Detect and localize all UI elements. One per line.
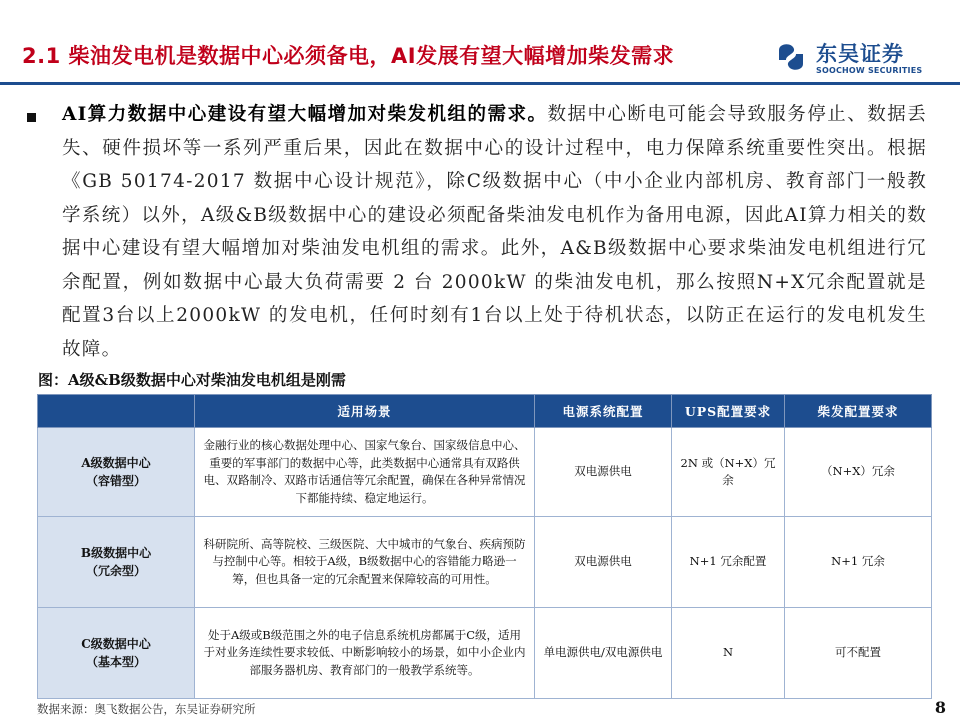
- power-cell: 单电源供电/双电源供电: [535, 608, 672, 699]
- source-note: 数据来源：奥飞数据公告，东吴证券研究所: [37, 702, 256, 716]
- diesel-cell: N+1 冗余: [785, 517, 932, 608]
- header-blank: [38, 395, 195, 428]
- scenario-cell: 科研院所、高等院校、三级医院、大中城市的气象台、疾病预防与控制中心等。相较于A级，B级数据中心的容错能力略逊一筹，但也具备一定的冗余配置来保障较高的可用性。: [195, 517, 535, 608]
- page-number: 8: [934, 698, 946, 717]
- logo-name-en: SOOCHOW SECURITIES: [816, 66, 923, 75]
- table-row: [38, 428, 932, 517]
- tier-name: C级数据中心: [81, 637, 151, 651]
- body-paragraph: [62, 98, 927, 366]
- table-header-row: [38, 395, 932, 428]
- table-row: [38, 517, 932, 608]
- scenario-cell: 处于A级或B级范围之外的电子信息系统机房都属于C级，适用于对业务连续性要求较低、中断影响较小的场景，如中小企业内部服务器机房、教育部门的一般教学系统等。: [195, 608, 535, 699]
- lead-sentence: AI算力数据中心建设有望大幅增加对柴发机组的需求。: [62, 104, 548, 125]
- soochow-logo-icon: [772, 38, 810, 76]
- tier-subtype: （基本型）: [85, 655, 146, 669]
- diesel-cell: 可不配置: [785, 608, 932, 699]
- power-cell: 双电源供电: [535, 428, 672, 517]
- header-power: 电源系统配置: [535, 395, 672, 428]
- header-diesel: 柴发配置要求: [785, 395, 932, 428]
- brand-logo: [772, 38, 942, 80]
- tier-name: B级数据中心: [80, 546, 152, 560]
- datacenter-table: [37, 394, 932, 699]
- diesel-cell: （N+X）冗余: [785, 428, 932, 517]
- tier-subtype: （冗余型）: [85, 564, 146, 578]
- tier-cell: [38, 517, 195, 608]
- ups-cell: 2N 或（N+X）冗余: [672, 428, 785, 517]
- logo-name-cn: 东吴证券: [816, 42, 904, 66]
- ups-cell: N: [672, 608, 785, 699]
- table-row: [38, 608, 932, 699]
- header-scenario: 适用场景: [195, 395, 535, 428]
- tier-cell: [38, 428, 195, 517]
- tier-subtype: （容错型）: [85, 474, 146, 488]
- slide-title: 2.1 柴油发电机是数据中心必须备电，AI发展有望大幅增加柴发需求: [22, 44, 675, 68]
- scenario-cell: 金融行业的核心数据处理中心、国家气象台、国家级信息中心、重要的军事部门的数据中心等，此类数据中心通常具有双路供电、双路制冷、双路市话通信等冗余配置，确保在各种异常情况下都能持续、稳定地运行。: [195, 428, 535, 517]
- header-divider: [0, 82, 960, 85]
- body-text: 数据中心断电可能会导致服务停止、数据丢失、硬件损坏等一系列严重后果，因此在数据中心的设计过程中，电力保障系统重要性突出。根据《GB 50174-2017 数据中心设计规范》，除C级数据中心（中小企业内部机房、教育部门一般教学系统）以外，A级&B级数据中心的建设必须配备柴油发电机作为备用电源，因此AI算力相关的数据中心建设有望大幅增加对柴油发电机组的需求。此外，A&B级数据中心要求柴油发电机组进行冗余配置，例如数据中心最大负荷需要 2 台 2000kW 的柴油发电机，那么按照N+X冗余配置就是配置3台以上2000kW 的发电机，任何时刻有1台以上处于待机状态，以防正在运行的发电机发生故障。: [62, 104, 928, 360]
- ups-cell: N+1 冗余配置: [672, 517, 785, 608]
- page-header: [0, 0, 960, 82]
- tier-name: A级数据中心: [81, 456, 151, 470]
- bullet-square-icon: [27, 113, 36, 122]
- figure-caption: 图：A级&B级数据中心对柴油发电机组是刚需: [38, 371, 346, 389]
- power-cell: 双电源供电: [535, 517, 672, 608]
- header-ups: UPS配置要求: [672, 395, 785, 428]
- tier-cell: [38, 608, 195, 699]
